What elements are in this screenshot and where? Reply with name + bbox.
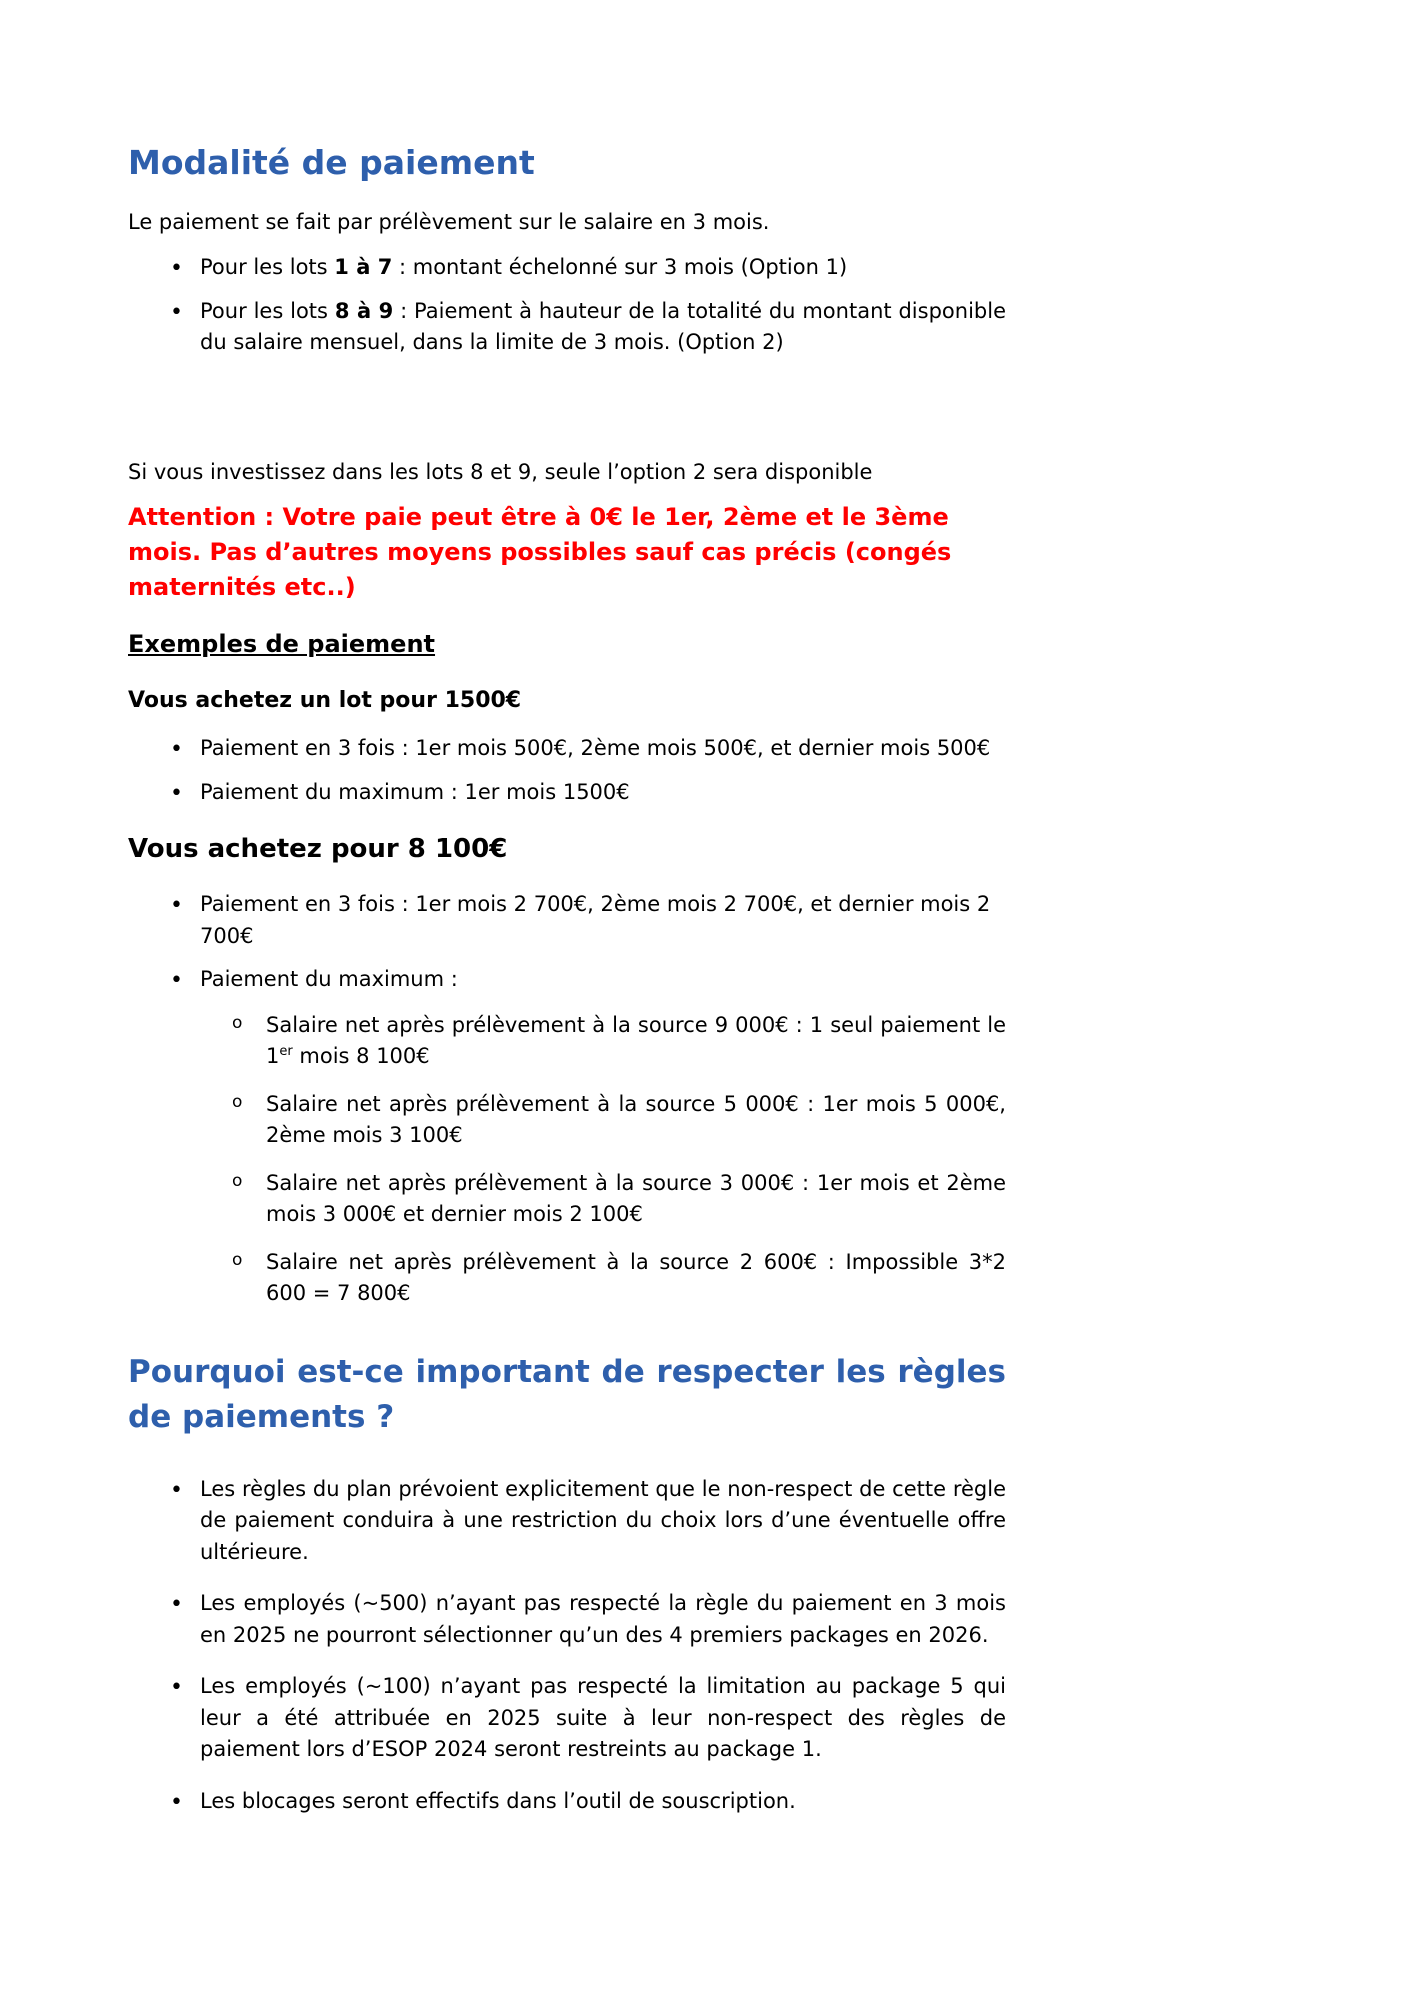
bullet-item	[128, 964, 1006, 1310]
example-8100-bullet-list	[128, 889, 1006, 1310]
bullet-item: • Les règles du plan prévoient explicitement que le non-respect de cette règle de paiement conduira à une restriction du choix lors d’une éventuelle offre ultérieure.	[128, 1474, 1006, 1569]
sub-bullet-text: Salaire net après prélèvement à la source 2 600€ : Impossible 3*2 600 = 7 800€	[266, 1249, 1006, 1306]
example-1500-bullet-list	[128, 733, 1006, 808]
example-1500-heading: Vous achetez un lot pour 1500€	[128, 688, 522, 714]
bullet-item: • Paiement en 3 fois : 1er mois 2 700€, 2ème mois 2 700€, et dernier mois 2 700€	[128, 889, 1006, 952]
bullet-item: • Paiement du maximum : 1er mois 1500€	[128, 777, 1006, 809]
bullet-item: • Les blocages seront effectifs dans l’outil de souscription.	[128, 1786, 1006, 1818]
bullet-text-bold: 1 à 7	[334, 255, 393, 280]
why-heading: Pourquoi est-ce important de respecter les règles de paiements ?	[128, 1353, 1006, 1435]
sub-bullet-text: Salaire net après prélèvement à la source 9 000€ : 1 seul paiement le 1	[266, 1012, 1006, 1069]
examples-heading: Exemples de paiement	[128, 630, 436, 659]
bullet-item	[128, 296, 1006, 359]
bullet-text: : Paiement à hauteur de la totalité du montant disponible du salaire mensuel, dans la limite de 3 mois. (Option 2)	[200, 298, 1006, 355]
sub-bullet-item	[200, 1247, 1006, 1310]
sub-bullet-text: mois 8 100€	[292, 1044, 430, 1069]
superscript-er: er	[279, 1044, 293, 1060]
sub-bullet-list	[200, 1010, 1006, 1310]
sub-bullet-item	[200, 1010, 1006, 1073]
sub-bullet-item	[200, 1168, 1006, 1231]
note-paragraph: Si vous investissez dans les lots 8 et 9, seule l’option 2 sera disponible	[128, 459, 873, 484]
page-title: Modalité de paiement	[128, 143, 535, 182]
sub-bullet-item	[200, 1089, 1006, 1152]
bullet-text-bold: 8 à 9	[334, 298, 394, 323]
bullet-item: • Les employés (~500) n’ayant pas respecté la règle du paiement en 3 mois en 2025 ne pourront sélectionner qu’un des 4 premiers packages en 2026.	[128, 1588, 1006, 1651]
intro-bullet-list	[128, 252, 1006, 359]
sub-bullet-text: Salaire net après prélèvement à la source 5 000€ : 1er mois 5 000€, 2ème mois 3 100€	[266, 1091, 1006, 1148]
intro-paragraph: Le paiement se fait par prélèvement sur le salaire en 3 mois.	[128, 209, 770, 234]
bullet-item: • Les employés (~100) n’ayant pas respecté la limitation au package 5 qui leur a été attribuée en 2025 suite à leur non-respect des règles de paiement lors d’ESOP 2024 seront restreints au package 1.	[128, 1671, 1006, 1766]
bullet-text: Pour les lots	[200, 255, 335, 280]
sub-bullet-text: Salaire net après prélèvement à la source 3 000€ : 1er mois et 2ème mois 3 000€ et dernier mois 2 100€	[266, 1170, 1006, 1227]
bullet-text: Paiement du maximum :	[200, 967, 458, 992]
example-8100-heading: Vous achetez pour 8 100€	[128, 834, 508, 865]
bullet-item	[128, 252, 1006, 284]
bullet-text: Pour les lots	[200, 298, 335, 323]
why-bullet-list	[128, 1474, 1006, 1818]
bullet-text: : montant échelonné sur 3 mois (Option 1)	[392, 255, 848, 280]
attention-paragraph: Attention : Votre paie peut être à 0€ le 1er, 2ème et le 3ème mois. Pas d’autres moyens possibles sauf cas précis (congés maternités etc..)	[128, 503, 952, 601]
bullet-item: • Paiement en 3 fois : 1er mois 500€, 2ème mois 500€, et dernier mois 500€	[128, 733, 1006, 765]
